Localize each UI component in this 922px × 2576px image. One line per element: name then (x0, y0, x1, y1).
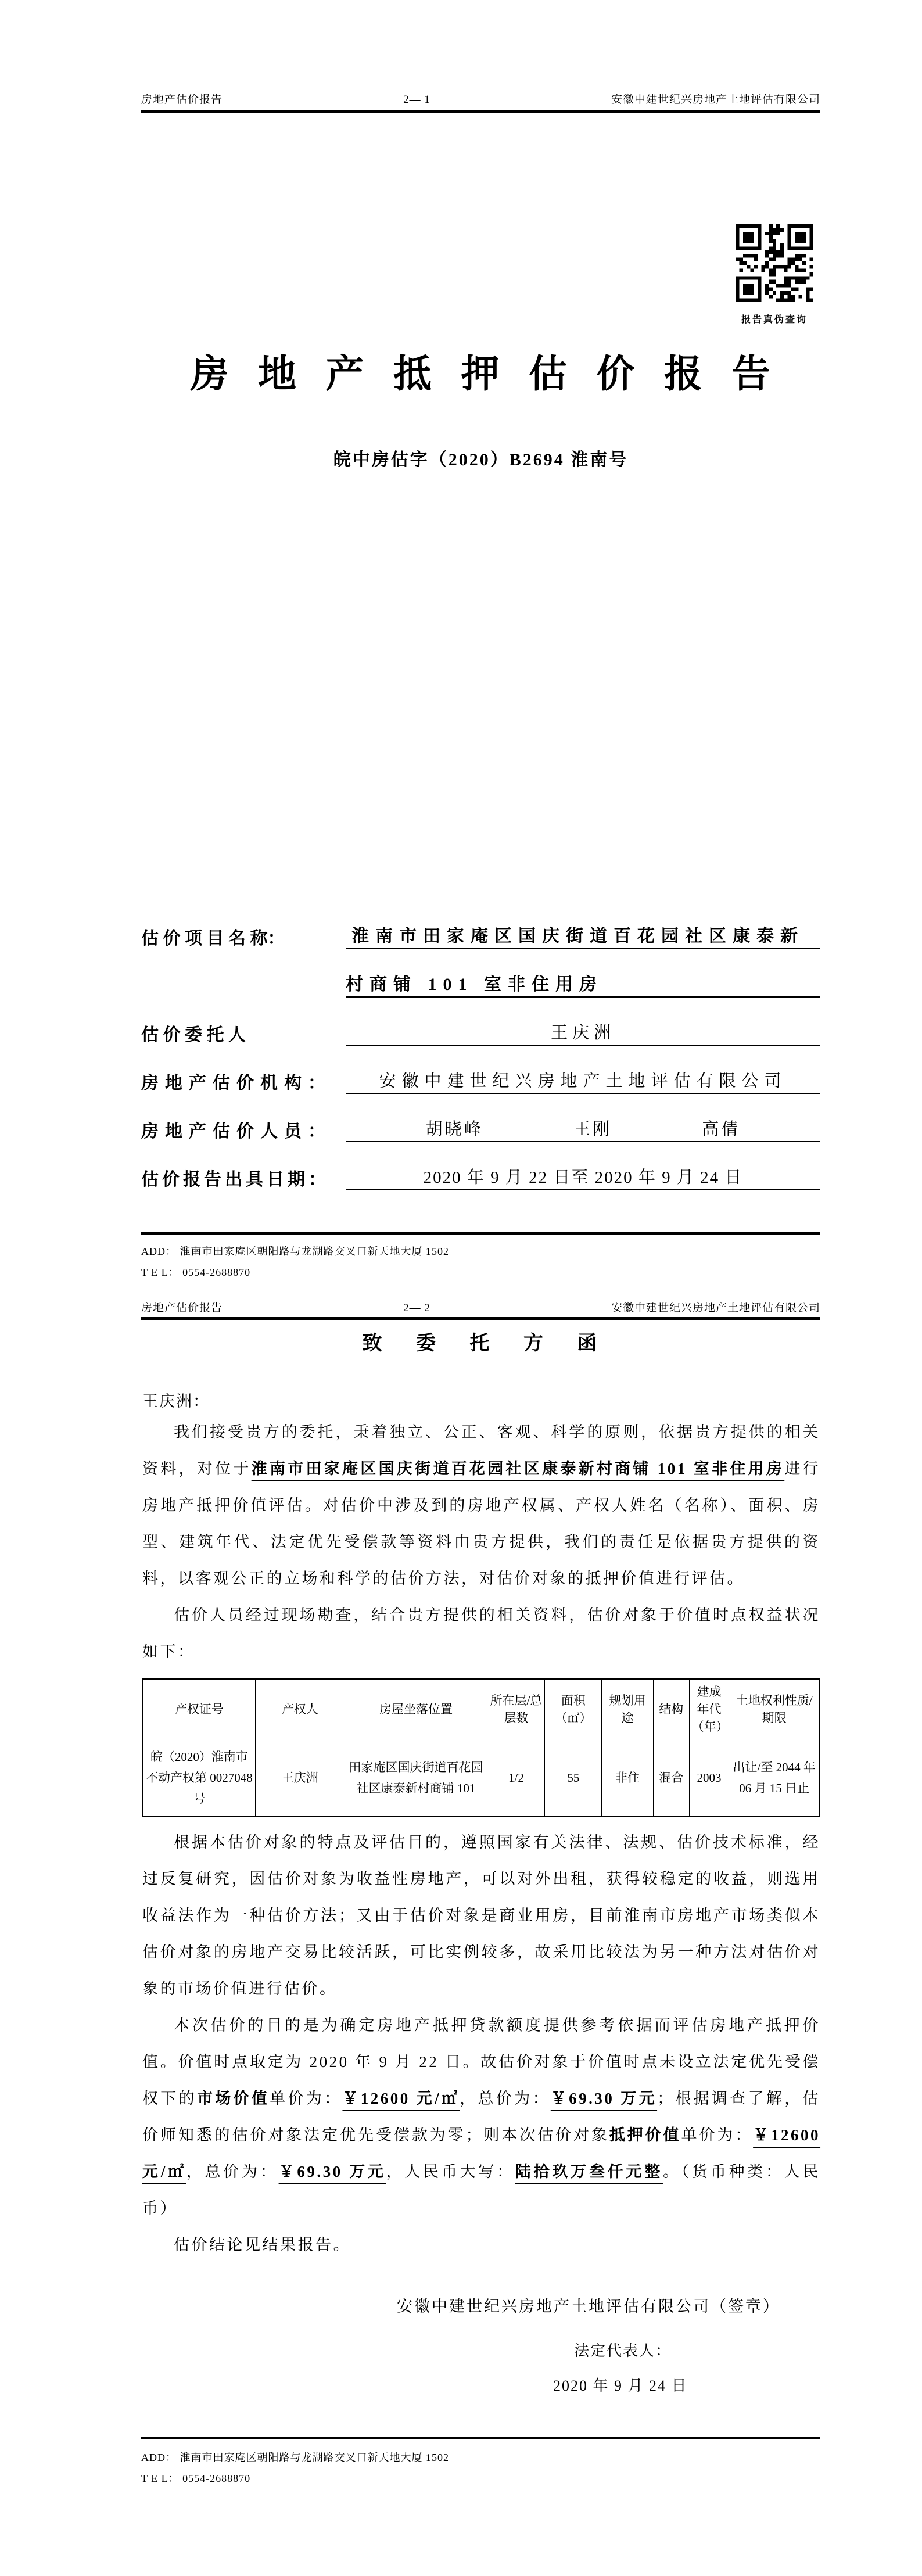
text-segment: 进行房地产抵押价值评估。对估价中涉及到的房地产权属、产权人姓名（名称）、面积、房型、建筑年代、法定优先受偿款等资料由贵方提供，我们的责任是依据贵方提供的资料，以客观公正的立场和科学的估价方法，对估价对象的抵押价值进行评估。 (142, 1460, 821, 1587)
qr-verification-block (734, 224, 815, 325)
staff-name: 王刚 (573, 1120, 612, 1139)
cell-structure: 混合 (653, 1739, 689, 1817)
text-segment: ；根据调查了解，估价师知悉的估价对象法定优先受偿款为零；则本次估价对象 (142, 2090, 821, 2144)
staff-name: 高倩 (702, 1120, 741, 1139)
text-segment: 抵押价值 (609, 2126, 681, 2144)
client-value: 王庆洲 (346, 1020, 820, 1046)
project-name-value-line2: 村商铺 101 室非住用房 (346, 970, 820, 998)
col-header-cert-number: 产权证号 (143, 1679, 255, 1739)
cell-location: 田家庵区国庆街道百花园社区康泰新村商铺 101 (345, 1739, 487, 1817)
table-header-row (143, 1679, 820, 1739)
staff-label: 房地产估价人员： (141, 1122, 332, 1141)
footer-rule (141, 1232, 820, 1235)
text-segment: ￥12600 元/㎡ (142, 2126, 821, 2180)
project-name-label: 估 价 项 目 名 称： (141, 929, 285, 948)
header-page-number: 2— 2 (403, 1302, 430, 1314)
staff-values (346, 1116, 820, 1142)
project-name-value-line1: 淮南市田家庵区国庆街道百花园社区康泰新 (346, 921, 820, 949)
cell-owner: 王庆洲 (255, 1739, 345, 1817)
footer-address: ADD： 淮南市田家庵区朝阳路与龙湖路交叉口新天地大厦 1502 (141, 2452, 449, 2463)
header-doc-type: 房地产估价报告 (141, 1302, 223, 1314)
paragraph-methodology: 根据本估价对象的特点及评估目的，遵照国家有关法律、法规、估价技术标准，经过反复研究，因估价对象为收益性房地产，可以对外出租，获得较稳定的收益，则选用收益法作为一种估价方法；又由于估价对象是商业用房，目前淮南市房地产市场类似本估价对象的房地产交易比较活跃，可比实例较多，故采用比较法为另一种方法对估价对象的市场价值进行估价。 (142, 1834, 820, 1997)
report-date-value: 2020 年 9 月 22 日至 2020 年 9 月 24 日 (346, 1164, 820, 1190)
paragraph-valuation-result (142, 2007, 820, 2227)
report-date-label: 估价报告出具日期： (141, 1170, 329, 1189)
signature-date: 2020 年 9 月 24 日 (553, 2377, 688, 2394)
header-company-name: 安徽中建世纪兴房地产土地评估有限公司 (611, 94, 820, 106)
col-header-owner: 产权人 (255, 1679, 345, 1739)
legal-representative-label: 法定代表人： (574, 2342, 672, 2359)
col-header-area: 面积（㎡） (545, 1679, 602, 1739)
cover-fields (141, 923, 820, 1212)
cell-land-rights: 出让/至 2044 年 06 月 15 日止 (729, 1739, 820, 1817)
text-segment: ￥69.30 万元 (278, 2163, 386, 2180)
header-page-number: 2— 1 (403, 94, 430, 106)
paragraph-engagement (142, 1414, 820, 1597)
field-agency-row (141, 1067, 820, 1094)
qr-code (736, 295, 813, 304)
field-staff-row (141, 1115, 820, 1142)
header-doc-type: 房地产估价报告 (141, 94, 223, 106)
signature-company: 安徽中建世纪兴房地产土地评估有限公司（签章） (397, 2298, 780, 2315)
paragraph-survey: 估价人员经过现场勘查，结合贵方提供的相关资料，估价对象于价值时点权益状况如下： (142, 1606, 820, 1660)
col-header-location: 房屋坐落位置 (345, 1679, 487, 1739)
text-segment: ￥12600 元/㎡ (342, 2090, 460, 2107)
report-doc-number: 皖中房估字（2020）B2694 淮南号 (333, 450, 629, 469)
cell-year-built: 2003 (689, 1739, 729, 1817)
text-segment: 单价为： (270, 2090, 343, 2107)
text-segment: 淮南市田家庵区国庆街道百花园社区康泰新村商铺 101 室非住用房 (251, 1460, 785, 1477)
footer-rule (141, 2437, 820, 2439)
text-segment: 单价为： (681, 2126, 754, 2144)
footer-address: ADD： 淮南市田家庵区朝阳路与龙湖路交叉口新天地大厦 1502 (141, 1246, 449, 1257)
text-segment: ，人民币大写： (386, 2163, 515, 2180)
property-rights-table (142, 1678, 820, 1817)
col-header-year-built: 建成年代（年） (689, 1679, 729, 1739)
staff-name: 胡晓峰 (425, 1120, 483, 1139)
text-segment: ，总价为： (186, 2163, 279, 2180)
qr-code-label: 报告真伪查询 (741, 315, 808, 325)
text-segment: 。（货币种类：人民币） (142, 2163, 821, 2217)
field-client-row (141, 1019, 820, 1046)
text-segment: 市场价值 (196, 2090, 270, 2107)
cell-area: 55 (545, 1739, 602, 1817)
staff-name-list (346, 1116, 820, 1140)
page2-running-header (141, 1299, 820, 1315)
table-row (143, 1739, 820, 1817)
header-rule (141, 1317, 820, 1320)
field-report-date-row (141, 1164, 820, 1190)
col-header-land-rights: 土地权利性质/期限 (729, 1679, 820, 1739)
footer-phone: T E L： 0554-2688870 (141, 2473, 251, 2484)
client-label: 估 价 委 托 人 (141, 1025, 246, 1045)
text-segment: 我们接受贵方的委托，秉着独立、公正、客观、科学的原则，依据贵方提供的相关资料，对位于 (142, 1423, 820, 1477)
letter-title: 致 委 托 方 函 (362, 1333, 600, 1354)
col-header-floor: 所在层/总层数 (487, 1679, 545, 1739)
field-project-name-row2 (141, 971, 820, 998)
agency-label: 房地产估价机构： (141, 1074, 332, 1093)
letter-salutation: 王庆洲： (142, 1393, 210, 1410)
agency-value: 安徽中建世纪兴房地产土地评估有限公司 (346, 1068, 820, 1094)
header-company-name: 安徽中建世纪兴房地产土地评估有限公司 (611, 1302, 820, 1314)
text-segment: 陆拾玖万叁仟元整 (515, 2163, 663, 2180)
header-rule (141, 110, 820, 113)
col-header-planned-use: 规划用途 (602, 1679, 654, 1739)
cell-planned-use: 非住 (602, 1739, 654, 1817)
field-project-name-row1 (141, 923, 820, 949)
text-segment: ￥69.30 万元 (550, 2090, 658, 2107)
page1-running-header (141, 91, 820, 106)
report-main-title: 房 地 产 抵 押 估 价 报 告 (190, 353, 772, 396)
cell-floor: 1/2 (487, 1739, 545, 1817)
letter-body (142, 1414, 820, 2263)
footer-phone: T E L： 0554-2688870 (141, 1267, 251, 1278)
col-header-structure: 结构 (653, 1679, 689, 1739)
text-segment: ，总价为： (460, 2090, 551, 2107)
paragraph-conclusion-note: 估价结论见结果报告。 (174, 2236, 351, 2254)
text-segment: 本次估价的目的是为确定房地产抵押贷款额度提供参考依据而评估房地产抵押价值。价值时点取定为 2020 年 9 月 22 日。故估价对象于价值时点未设立法定优先受偿权下的 (142, 2017, 820, 2107)
cell-cert-number: 皖（2020）淮南市不动产权第 0027048 号 (143, 1739, 255, 1817)
